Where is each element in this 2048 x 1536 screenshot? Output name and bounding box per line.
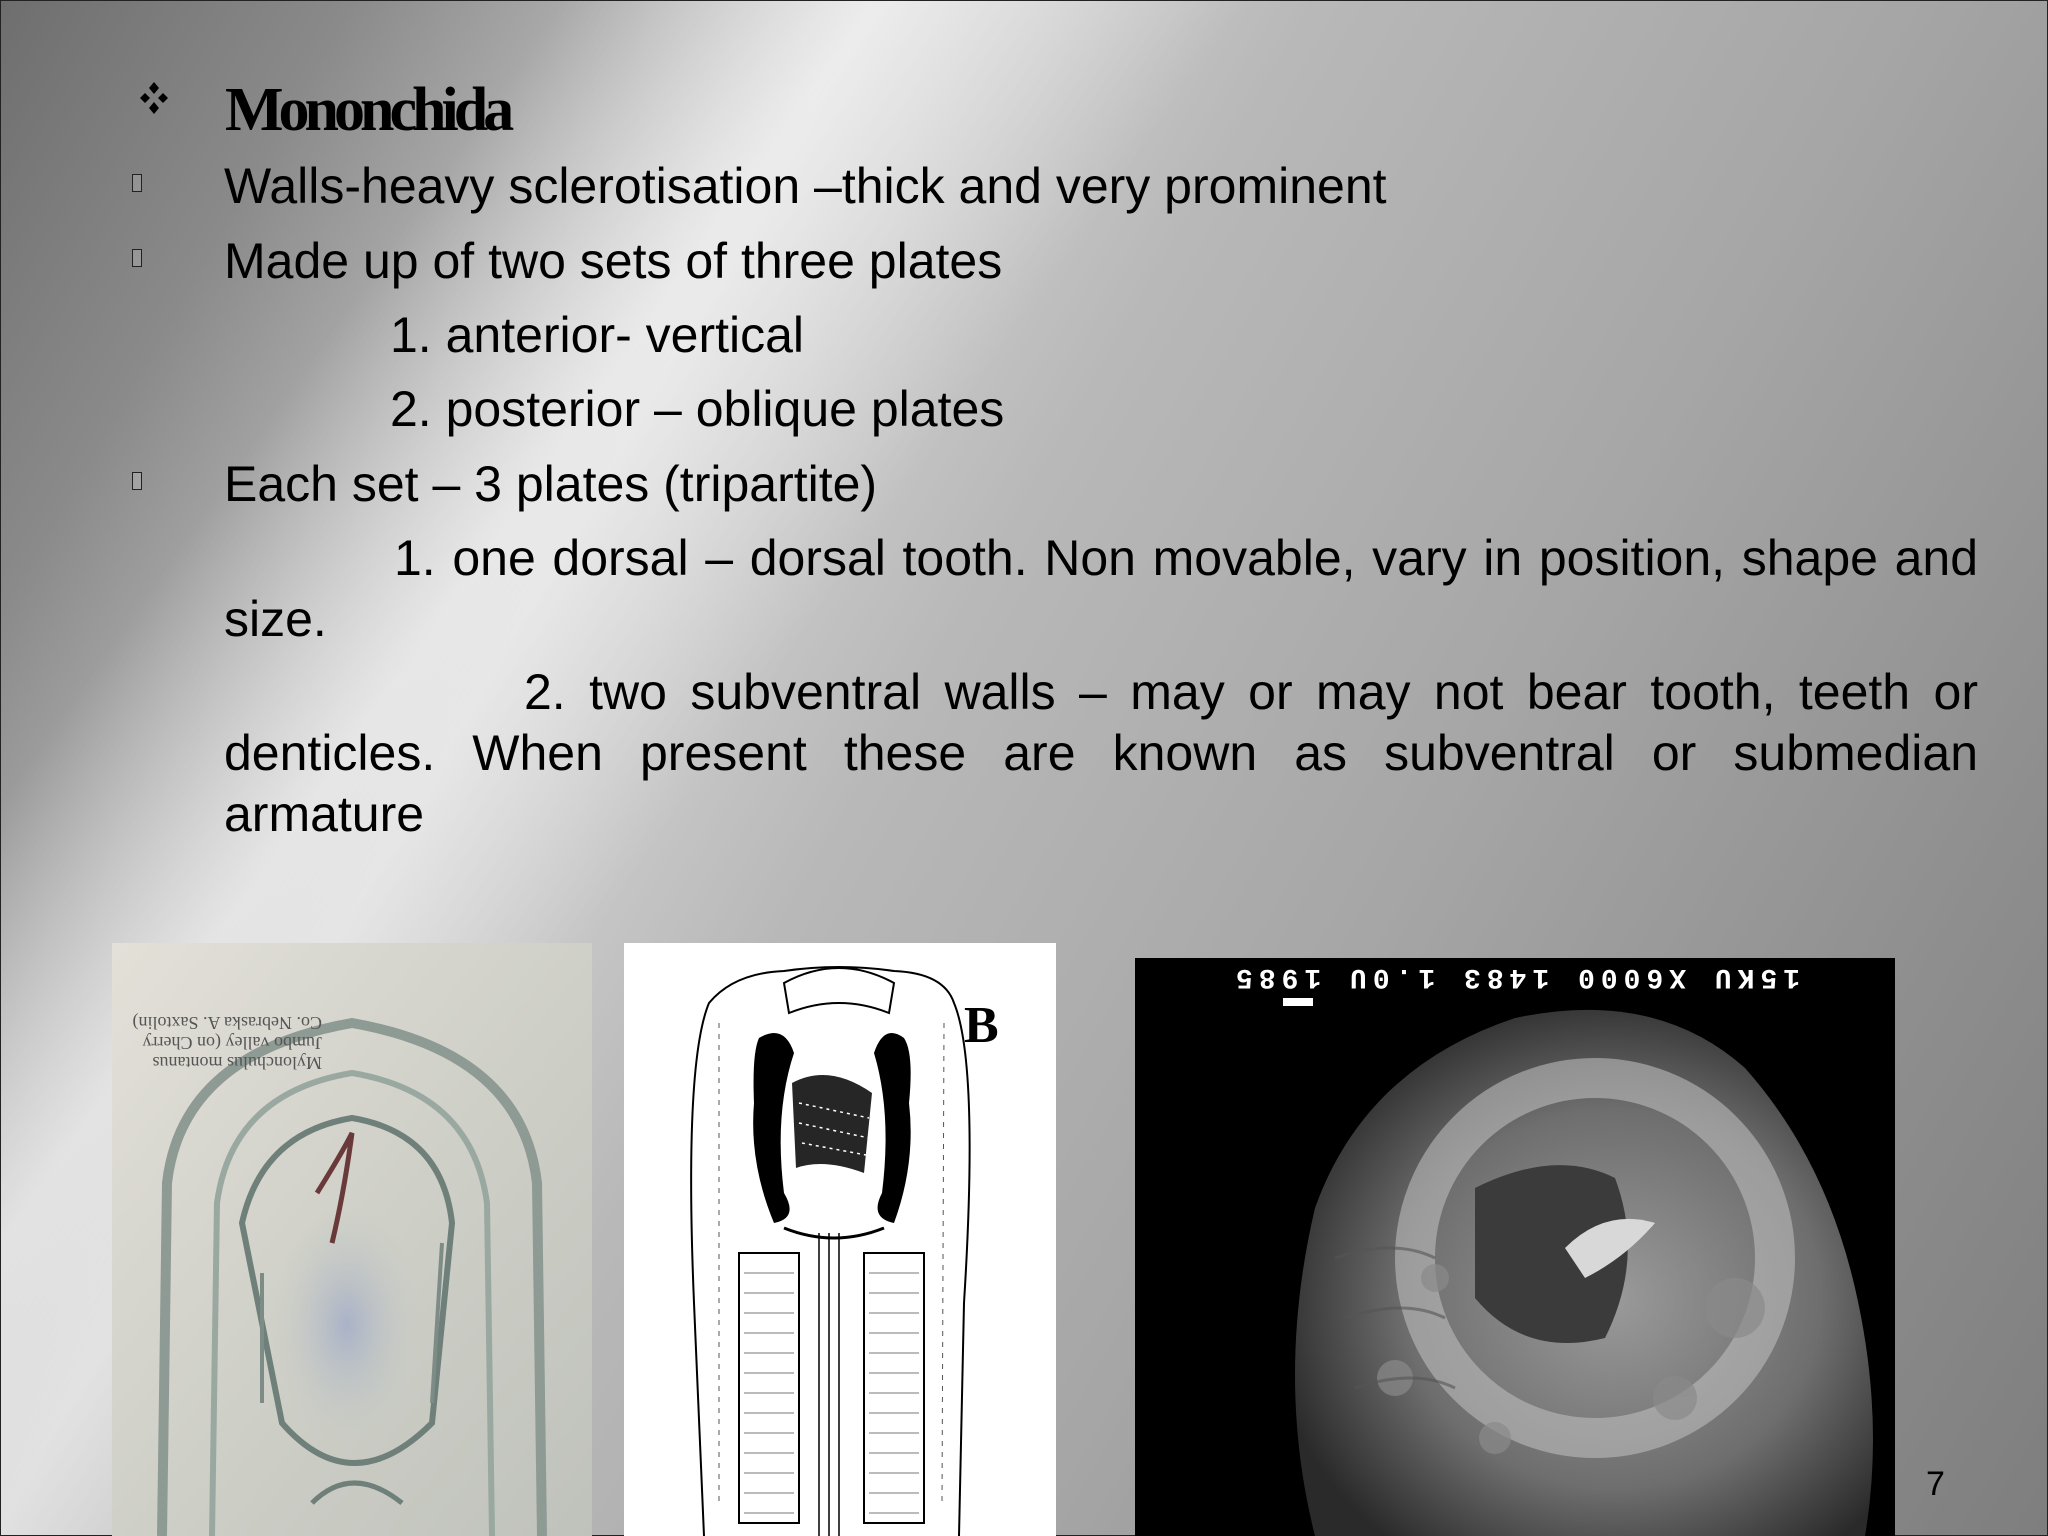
box-bullet-icon (132, 249, 142, 267)
sub-item-2: 2. posterior – oblique plates (390, 381, 1005, 437)
bullet-3: Each set – 3 plates (tripartite) (224, 456, 878, 512)
box-bullet-icon (132, 472, 142, 490)
paragraph-subventral: 2. two subventral walls – may or may not bear tooth, teeth or denticles. When present these are known as subventral or submedian armature (224, 664, 1978, 842)
bullet-1: Walls-heavy sclerotisation –thick and very prominent (224, 158, 1387, 214)
paragraph-dorsal: 1. one dorsal – dorsal tooth. Non movable, vary in position, shape and size. (224, 530, 1978, 647)
slide-title: Mononchida (225, 76, 510, 144)
bullet-2: Made up of two sets of three plates (224, 233, 1003, 289)
page-number: 7 (1926, 1465, 1945, 1503)
sub-item-1: 1. anterior- vertical (390, 307, 805, 363)
micrograph-label: Mylonchulus montanus Jumbo valley (on Cherry Co. Nebraska A. Saxtolin) (132, 1013, 322, 1073)
stoma-drawing (624, 943, 1056, 1536)
sem-image (1135, 958, 1895, 1536)
diamond-bullet-icon (136, 80, 172, 116)
sem-label: 15KU X6000 1483 1.0U 1985 (1229, 961, 1801, 992)
drawing-label: B (964, 997, 999, 1054)
box-bullet-icon (132, 174, 142, 192)
micrograph-image (112, 943, 592, 1536)
